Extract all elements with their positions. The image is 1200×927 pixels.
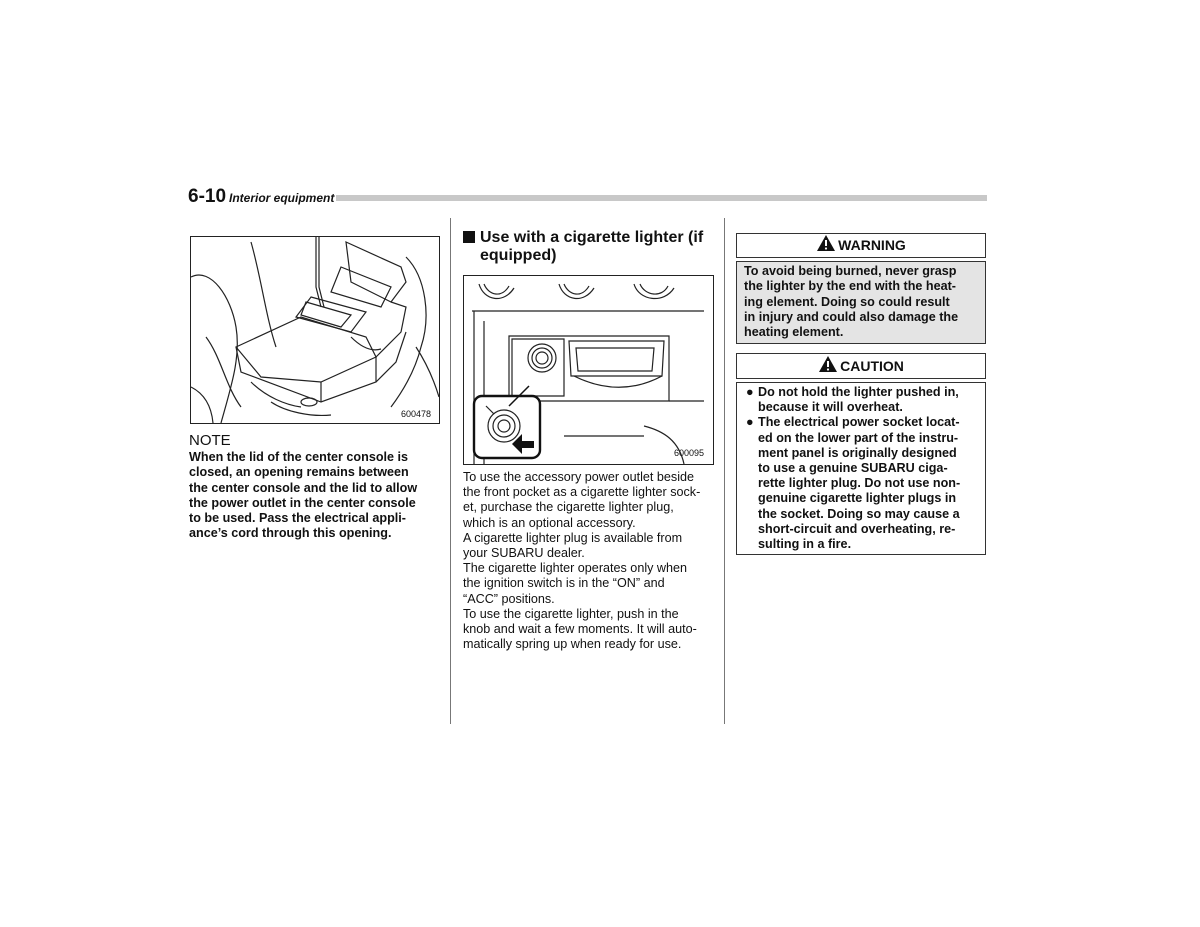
warning-line: in injury and could also damage the	[744, 309, 959, 324]
caution-item	[744, 385, 978, 415]
lighter-instructions	[463, 470, 713, 652]
warning-body	[736, 261, 986, 344]
center-console-illustration-icon	[191, 237, 439, 423]
caution-label-text: CAUTION	[840, 358, 904, 374]
warning-line: the lighter by the end with the heat-	[744, 279, 957, 294]
body-line: the ignition switch is in the “ON” and	[463, 576, 665, 591]
body-line: “ACC” positions.	[463, 591, 555, 606]
section-heading-line: equipped)	[480, 247, 557, 264]
caution-line: short-circuit and overheating, re-	[758, 521, 956, 536]
body-line: which is an optional accessory.	[463, 515, 636, 530]
bullet-icon: ●	[746, 385, 754, 399]
warning-triangle-icon	[816, 234, 836, 252]
figure-code: 600478	[401, 409, 432, 419]
header-rule	[336, 195, 987, 201]
cigarette-lighter-illustration-icon	[464, 276, 713, 464]
body-line: The cigarette lighter operates only when	[463, 561, 688, 576]
body-line: knob and wait a few moments. It will auto-	[463, 622, 697, 637]
body-line: To use the accessory power outlet beside	[463, 470, 695, 484]
note-line: ance’s cord through this opening.	[189, 526, 392, 541]
section-heading	[463, 229, 718, 265]
column-divider-1	[450, 218, 451, 724]
note-body	[189, 450, 439, 542]
caution-line: ed on the lower part of the instru-	[758, 430, 959, 445]
warning-label	[736, 233, 986, 258]
cigarette-lighter-figure	[463, 275, 714, 465]
warning-label-text: WARNING	[838, 237, 906, 253]
body-line: To use the cigarette lighter, push in the	[463, 606, 679, 621]
caution-line: because it will overheat.	[758, 400, 903, 415]
caution-body	[736, 382, 986, 555]
note-line: closed, an opening remains between	[189, 465, 409, 480]
caution-line: Do not hold the lighter pushed in,	[758, 385, 959, 399]
note-line: the power outlet in the center console	[189, 495, 416, 510]
body-line: matically spring up when ready for use.	[463, 637, 682, 652]
column-divider-2	[724, 218, 725, 724]
caution-line: The electrical power socket locat-	[758, 415, 960, 430]
body-line: et, purchase the cigarette lighter plug,	[463, 500, 674, 515]
figure-code: 600095	[674, 448, 705, 458]
body-line: A cigarette lighter plug is available from	[463, 530, 683, 545]
caution-line: ment panel is originally designed	[758, 445, 957, 460]
body-line: the front pocket as a cigarette lighter sock-	[463, 485, 701, 500]
caution-label	[736, 353, 986, 379]
caution-line: the socket. Doing so may cause a	[758, 506, 960, 521]
caution-line: to use a genuine SUBARU ciga-	[758, 461, 948, 476]
note-line: the center console and the lid to allow	[189, 480, 418, 495]
note-line: When the lid of the center console is	[189, 450, 409, 464]
page-number: 6-10	[188, 186, 227, 207]
warning-line: heating element.	[744, 325, 844, 340]
caution-line: rette lighter plug. Do not use non-	[758, 476, 961, 491]
section-title: Interior equipment	[229, 191, 335, 205]
body-line: your SUBARU dealer.	[463, 546, 585, 561]
warning-line: ing element. Doing so could result	[744, 294, 950, 309]
caution-line: sulting in a fire.	[758, 537, 852, 552]
note-line: to be used. Pass the electrical appli-	[189, 511, 406, 526]
warning-line: To avoid being burned, never grasp	[744, 264, 957, 278]
caution-line: genuine cigarette lighter plugs in	[758, 491, 957, 506]
square-bullet-icon	[463, 231, 475, 243]
section-heading-line: Use with a cigarette lighter (if	[480, 229, 704, 246]
caution-triangle-icon	[818, 355, 838, 373]
caution-item	[744, 415, 978, 552]
center-console-figure	[190, 236, 440, 424]
bullet-icon: ●	[746, 415, 754, 430]
note-heading: NOTE	[189, 432, 231, 449]
